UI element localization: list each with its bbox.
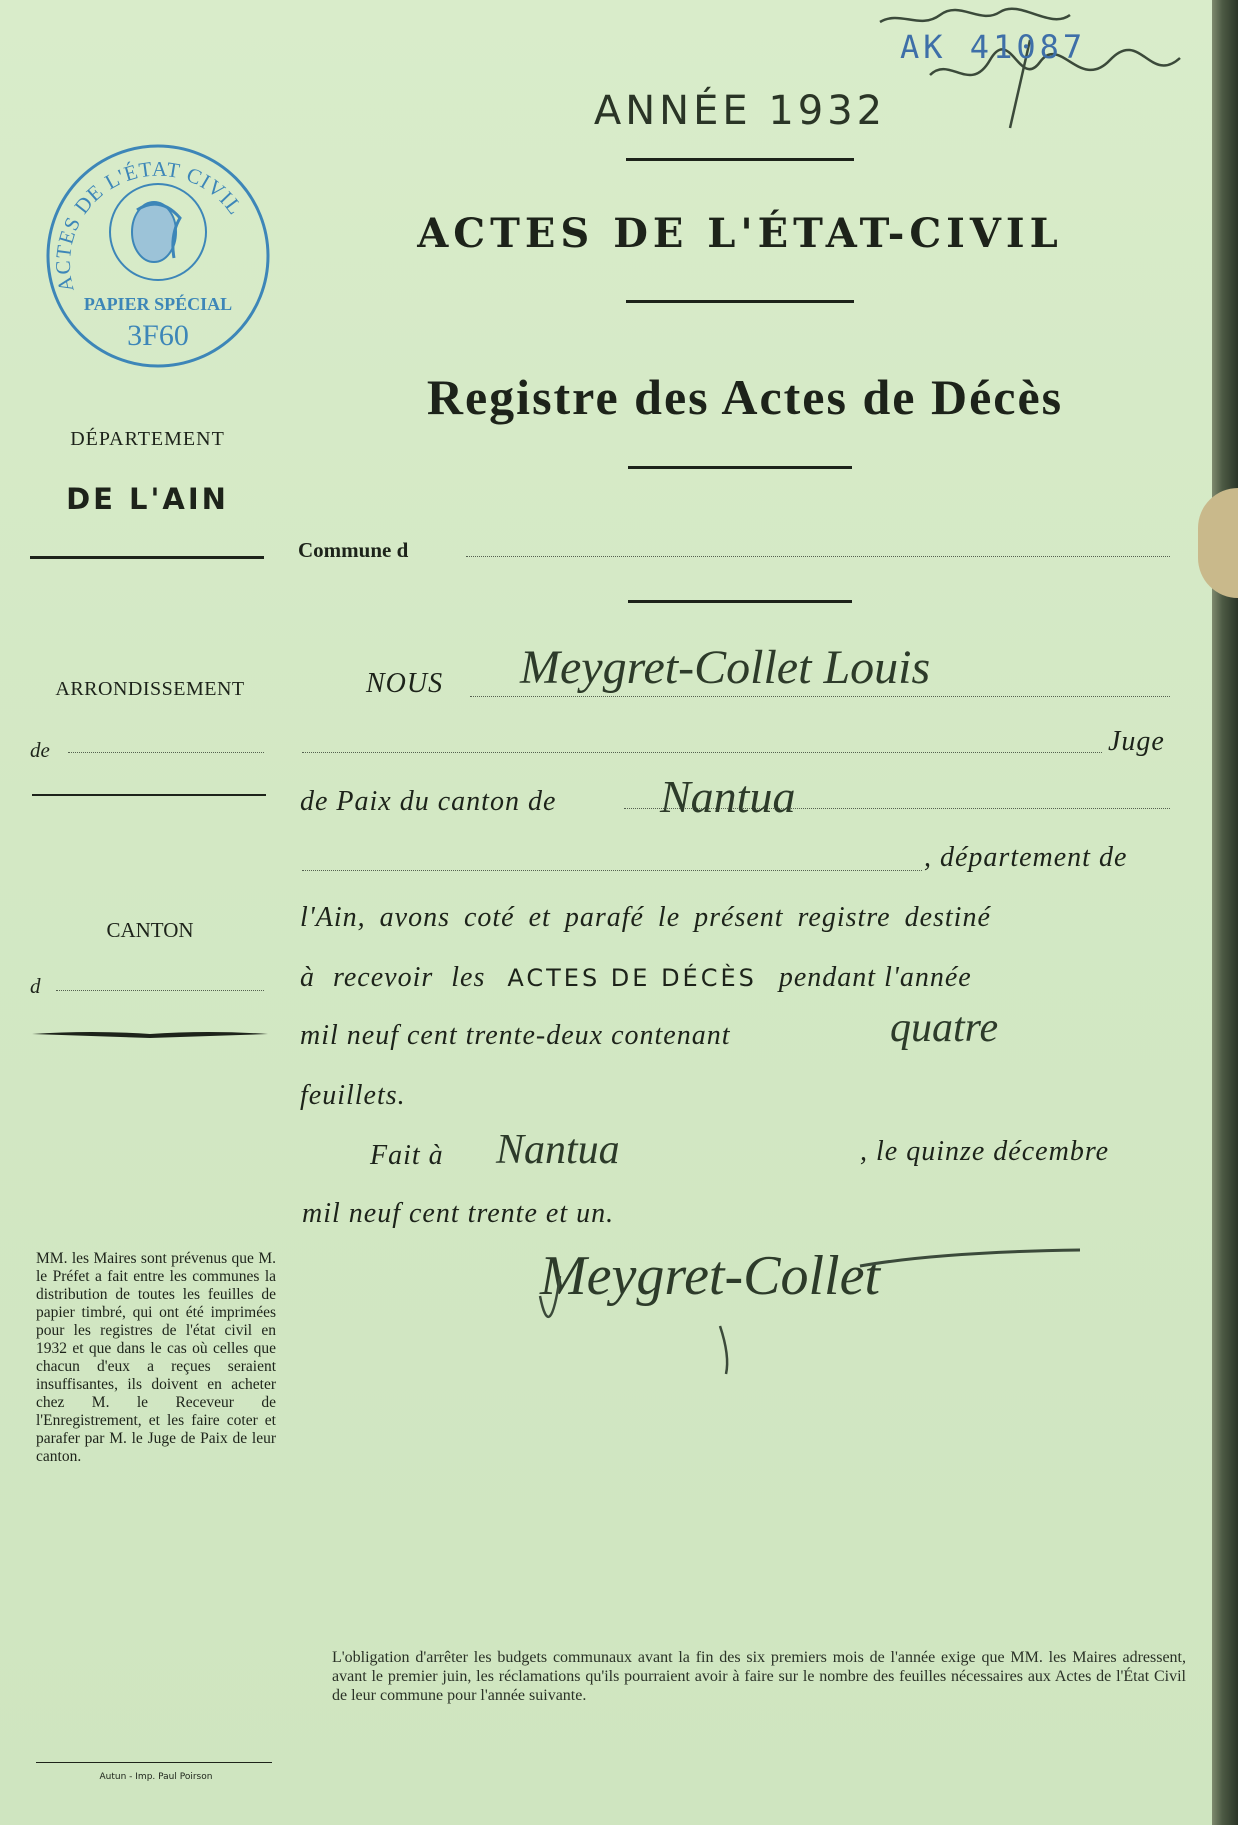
sheet-count-handwritten: quatre bbox=[890, 1005, 999, 1051]
register-subtitle: Registre des Actes de Décès bbox=[426, 369, 1064, 425]
page-title: ACTES DE L'ÉTAT-CIVIL bbox=[417, 210, 1063, 257]
declaration-line-3: mil neuf cent trente-deux contenant bbox=[300, 1020, 731, 1051]
signature-flourish bbox=[520, 1236, 1080, 1376]
declaration-line-2a: à recevoir les bbox=[300, 962, 486, 993]
divider bbox=[36, 1762, 272, 1763]
de-paix-label: de Paix du canton de bbox=[300, 786, 557, 817]
name-field bbox=[470, 696, 1170, 697]
stamp-arc-text: ACTES DE L'ÉTAT CIVIL bbox=[50, 156, 248, 295]
name-field-cont bbox=[302, 752, 1102, 753]
declaration-line-4: feuillets. bbox=[300, 1080, 406, 1111]
nous-label: NOUS bbox=[366, 668, 444, 699]
canton-d: d bbox=[30, 974, 41, 998]
divider bbox=[626, 158, 854, 161]
declaration-line-2b: pendant l'année bbox=[778, 962, 972, 993]
canton-name-handwritten: Nantua bbox=[660, 771, 796, 822]
divider bbox=[30, 556, 264, 559]
divider bbox=[628, 466, 852, 469]
arrondissement-label: ARRONDISSEMENT bbox=[55, 678, 245, 700]
blank-field bbox=[302, 870, 922, 871]
actes-de-deces: ACTES DE DÉCÈS bbox=[507, 964, 757, 992]
canton-field bbox=[56, 990, 264, 991]
fiscal-stamp bbox=[42, 140, 274, 372]
ornament-divider bbox=[32, 1028, 268, 1040]
arrondissement-de: de bbox=[30, 738, 50, 762]
divider bbox=[626, 300, 854, 303]
commune-label: Commune d bbox=[298, 538, 409, 562]
juge-label: Juge bbox=[1108, 726, 1165, 757]
notice-to-mayors: MM. les Maires sont prévenus que M. le Préfet a fait entre les communes la distribution de toutes les feuilles de papier timbré, qui ont été imprimées pour les registres de l'état civil en 1932 et que dans le cas où celles que chacun d'eux a reçues seraient insuffisantes, ils doivent en acheter chez M. le Receveur de l'Enregistrement, et les faire coter et parafer par M. le Juge de Paix de leur canton. bbox=[36, 1250, 276, 1465]
department-name: DE L'AIN bbox=[66, 482, 229, 516]
date-text: , le quinze décembre bbox=[860, 1136, 1110, 1167]
place-handwritten: Nantua bbox=[496, 1127, 620, 1173]
year-line: ANNÉE 1932 bbox=[593, 88, 887, 134]
binding-edge bbox=[1212, 0, 1238, 1825]
printer-imprint: Autun - Imp. Paul Poirson bbox=[99, 1772, 213, 1782]
canton-label: CANTON bbox=[106, 918, 194, 942]
stamp-paper: PAPIER SPÉCIAL bbox=[83, 294, 233, 314]
divider bbox=[32, 794, 266, 796]
stamp-price: 3F60 bbox=[127, 319, 189, 352]
archive-code: AK 41087 bbox=[900, 28, 1087, 66]
commune-field bbox=[466, 556, 1170, 557]
declaration-line-2 bbox=[300, 962, 972, 994]
department-label: DÉPARTEMENT bbox=[70, 428, 225, 450]
arrondissement-field bbox=[68, 752, 264, 753]
declaration-line-1: l'Ain, avons coté et parafé le présent registre destiné bbox=[300, 902, 991, 933]
footer-notice: L'obligation d'arrêter les budgets communaux avant la fin des six premiers mois de l'année exige que MM. les Maires adressent, avant le premier juin, les réclamations qu'ils pourraient avoir à faire sur le nombre des feuilles nécessaires aux Actes de l'État Civil de leur commune pour l'année suivante. bbox=[332, 1649, 1186, 1704]
judge-name-handwritten: Meygret-Collet Louis bbox=[520, 641, 931, 694]
declaration-line-5: mil neuf cent trente et un. bbox=[302, 1198, 615, 1229]
judge-signature: Meygret-Collet bbox=[540, 1245, 881, 1307]
fait-a-label: Fait à bbox=[370, 1140, 444, 1171]
divider bbox=[628, 600, 852, 603]
departement-de-text: , département de bbox=[924, 842, 1128, 873]
